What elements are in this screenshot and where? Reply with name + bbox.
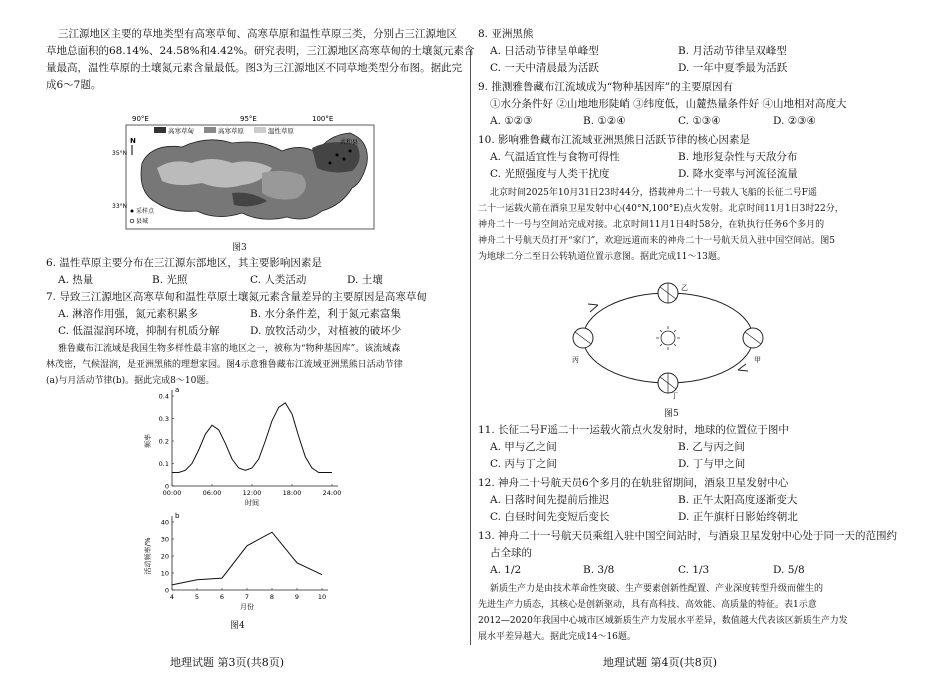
intro2-line: (a)与月活动节律(b)。据此完成8～10题。 xyxy=(46,376,215,386)
intro4-line: 先进生产力质态，其核心是创新驱动，具有高科技、高效能、高质量的特征。表1示意 xyxy=(478,600,817,610)
intro3-line: 二十一运载火箭在酒泉卫星发射中心(40°N,100°E)点火发射。北京时间11月1日3时22分， xyxy=(478,204,844,214)
y-axis-label: 活动频率/% xyxy=(144,537,152,575)
x-tick-label: 10 xyxy=(317,593,327,601)
intro1-line: 成6～7题。 xyxy=(46,79,102,91)
orbit-label-ding: 丁 xyxy=(671,392,678,400)
x-tick-label: 7 xyxy=(244,593,250,601)
intro2-line: 雅鲁藏布江流域是我国生物多样性最丰富的地区之一，被称为“物种基因库”。该流域森 xyxy=(58,344,401,354)
q10-stem: 10. 影响雅鲁藏布江流域亚洲黑熊日活跃节律的核心因素是 xyxy=(478,134,751,146)
q10-option-c[interactable]: C. 光照强度与人类干扰度 xyxy=(490,168,610,180)
x-tick-label: 18:00 xyxy=(282,489,302,497)
earth-bottom-icon xyxy=(658,373,678,393)
x-tick-label: 12:00 xyxy=(242,489,262,497)
legend-sample: 采样点 xyxy=(136,208,155,215)
q13-stem2: 占全球的 xyxy=(490,547,532,559)
footer-left: 地理试题 第3页(共8页) xyxy=(170,656,285,669)
y-tick-label: 40 xyxy=(160,518,169,527)
legend-temperate: 温性草原 xyxy=(268,127,294,135)
y-tick-label: 0 xyxy=(164,482,169,491)
earth-right-icon xyxy=(743,328,763,348)
q13-option-d[interactable]: D. 5/8 xyxy=(773,564,805,576)
legend-county: 县城 xyxy=(136,218,149,225)
x-tick-label: 6 xyxy=(219,593,225,601)
q12-option-c[interactable]: C. 白昼时间先变短后变长 xyxy=(490,511,610,523)
q12-option-b[interactable]: B. 正午太阳高度逐渐变大 xyxy=(678,494,798,506)
footer-right: 地理试题 第4页(共8页) xyxy=(603,656,718,669)
panel-label: a xyxy=(175,386,180,394)
q10-option-b[interactable]: B. 地形复杂性与天敌分布 xyxy=(678,151,798,163)
y-tick-label: 0 xyxy=(164,586,169,595)
x-axis-label: 月份 xyxy=(240,603,254,611)
orbit-diagram xyxy=(568,270,768,400)
place-label: 共和县 xyxy=(340,139,359,146)
intro3-line: 神舟二十一号与空间站完成对接。北京时间11月1日4时58分，在轨执行任务6个多月的 xyxy=(478,220,825,230)
x-tick-label: 4 xyxy=(169,593,175,601)
intro1-line: 量最高，温性草原的土壤氮元素含量最低。图3为三江源地区不同草地类型分布图。据此完 xyxy=(46,62,463,74)
intro3-line: 北京时间2025年10月31日23时44分，搭载神舟二十一号载人飞船的长征二号F遥 xyxy=(490,188,817,198)
orbit-label-yi: 乙 xyxy=(681,284,688,292)
legend-steppe: 高寒草原 xyxy=(218,127,244,135)
q12-stem: 12. 神舟二十号航天员6个多月的在轨驻留期间，酒泉卫星发射中心 xyxy=(478,477,789,489)
earth-left-icon xyxy=(573,328,593,348)
q13-option-c[interactable]: C. 1/3 xyxy=(678,564,710,576)
y-tick-label: 0.3 xyxy=(158,415,169,423)
y-tick-label: 0.2 xyxy=(158,437,169,446)
q6-option-c[interactable]: C. 人类活动 xyxy=(250,274,307,286)
q8-option-b[interactable]: B. 月活动节律呈双峰型 xyxy=(678,45,787,57)
intro1-line: 草地总面积的68.14%、24.58%和4.42%。研究表明，三江源地区高寒草甸的土壤氮元素含 xyxy=(46,45,475,57)
intro3-line: 神舟二十号航天员打开“家门”，欢迎远道而来的神舟二十一号航天员入驻中国空间站。图5 xyxy=(478,236,835,246)
lon-label: 100°E xyxy=(312,115,334,123)
chart-4b xyxy=(130,512,350,620)
q6-stem: 6. 温性草原主要分布在三江源东部地区，其主要影响因素是 xyxy=(46,257,322,269)
x-tick-label: 06:00 xyxy=(202,489,222,497)
intro4-line: 新质生产力是由技术革命性突破、生产要素创新性配置、产业深度转型升级而催生的 xyxy=(490,584,824,594)
y-tick-label: 20 xyxy=(160,552,169,561)
x-tick-label: 00:00 xyxy=(162,489,182,497)
q8-option-d[interactable]: D. 一年中夏季最为活跃 xyxy=(678,62,788,74)
q13-option-a[interactable]: A. 1/2 xyxy=(490,564,522,576)
lat-label: 35°N xyxy=(112,150,128,157)
intro2-line: 林茂密，气候湿润，是亚洲黑熊的理想家园。图4示意雅鲁藏布江流域亚洲黑熊日活动节律 xyxy=(46,360,403,370)
y-tick-label: 0.1 xyxy=(158,460,169,468)
x-tick-label: 8 xyxy=(269,593,275,601)
series-line xyxy=(172,532,322,585)
figure5-caption: 图5 xyxy=(664,409,679,419)
y-axis-label: 频率 xyxy=(144,434,152,448)
q6-option-b[interactable]: B. 光照 xyxy=(152,274,188,286)
q8-stem: 8. 亚洲黑熊 xyxy=(478,28,534,40)
lon-label: 95°E xyxy=(240,115,257,123)
q6-option-a[interactable]: A. 热量 xyxy=(58,274,94,286)
intro3-line: 为地球二分二至日公转轨道位置示意图。据此完成11～13题。 xyxy=(478,252,726,262)
q9-option-d[interactable]: D. ②③④ xyxy=(773,115,816,127)
q10-option-a[interactable]: A. 气温适宜性与食物可得性 xyxy=(490,151,620,163)
q9-stem: 9. 推测雅鲁藏布江流域成为“物种基因库”的主要原因有 xyxy=(478,81,734,93)
x-tick-label: 24:00 xyxy=(322,489,342,497)
earth-top-icon xyxy=(658,283,678,303)
q7-option-b[interactable]: B. 水分条件差，利于氮元素富集 xyxy=(250,308,401,320)
q11-option-d[interactable]: D. 丁与甲之间 xyxy=(678,458,746,470)
q12-option-a[interactable]: A. 日落时间先提前后推迟 xyxy=(490,494,610,506)
q11-option-b[interactable]: B. 乙与丙之间 xyxy=(678,441,745,453)
intro4-line: 展水平差异越大。据此完成14～16题。 xyxy=(478,632,636,642)
q12-option-d[interactable]: D. 正午旗杆日影始终朝北 xyxy=(678,511,798,523)
y-tick-label: 10 xyxy=(160,569,169,578)
q8-option-c[interactable]: C. 一天中清晨最为活跃 xyxy=(490,62,599,74)
legend-meadow: 高寒草甸 xyxy=(168,127,194,135)
q13-stem: 13. 神舟二十一号航天员乘组入驻中国空间站时，与酒泉卫星发射中心处于同一天的范围约 xyxy=(478,530,898,542)
q6-option-d[interactable]: D. 土壤 xyxy=(347,274,383,286)
q9-option-b[interactable]: B. ①②④ xyxy=(583,115,626,127)
orbit-label-bing: 丙 xyxy=(572,356,579,364)
north-label: N xyxy=(130,137,136,145)
intro4-line: 2012—2020年我国中心城市区域新质生产力发展水平差异，数值越大代表该区新质生产力发 xyxy=(478,616,848,626)
chart-4a xyxy=(130,384,350,514)
y-tick-label: 30 xyxy=(160,535,169,544)
lat-label: 33°N xyxy=(112,203,128,210)
panel-label: b xyxy=(175,512,180,520)
q11-stem: 11. 长征二号F遥二十一运载火箭点火发射时，地球的位置位于图中 xyxy=(478,424,789,436)
figure3-caption: 图3 xyxy=(232,243,247,253)
q10-option-d[interactable]: D. 降水变率与河流径流量 xyxy=(678,168,798,180)
x-tick-label: 5 xyxy=(194,593,200,601)
x-axis-label: 时间 xyxy=(245,499,259,507)
x-tick-label: 9 xyxy=(294,593,300,601)
q7-option-c[interactable]: C. 低温湿润环境，抑制有机质分解 xyxy=(58,325,220,337)
y-tick-label: 0.4 xyxy=(158,392,169,401)
q11-option-a[interactable]: A. 甲与乙之间 xyxy=(490,441,557,453)
series-line xyxy=(172,403,332,473)
page-divider xyxy=(470,50,471,645)
q9-option-c[interactable]: C. ①③④ xyxy=(678,115,721,127)
q13-option-b[interactable]: B. 3/8 xyxy=(583,564,615,576)
q7-option-a[interactable]: A. 淋溶作用强，氮元素积累多 xyxy=(58,308,199,320)
orbit-label-jia: 甲 xyxy=(754,356,761,364)
q9-sub: ①水分条件好 ②山地地形陡峭 ③纬度低，山麓热量条件好 ④山地相对高度大 xyxy=(490,98,847,110)
q9-option-a[interactable]: A. ①②③ xyxy=(490,115,533,127)
q7-stem: 7. 导致三江源地区高寒草甸和温性草原土壤氮元素含量差异的主要原因是高寒草甸 xyxy=(46,291,427,303)
q11-option-c[interactable]: C. 丙与丁之间 xyxy=(490,458,557,470)
q7-option-d[interactable]: D. 放牧活动少，对植被的破坏少 xyxy=(250,325,402,337)
intro1-line: 三江源地区主要的草地类型有高寒草甸、高寒草原和温性草原三类，分别占三江源地区 xyxy=(58,28,457,40)
map-figure-3 xyxy=(112,113,380,233)
lon-label: 90°E xyxy=(132,115,149,123)
figure4-caption: 图4 xyxy=(230,621,245,631)
sun-icon xyxy=(661,331,675,345)
q8-option-a[interactable]: A. 日活动节律呈单峰型 xyxy=(490,45,599,57)
